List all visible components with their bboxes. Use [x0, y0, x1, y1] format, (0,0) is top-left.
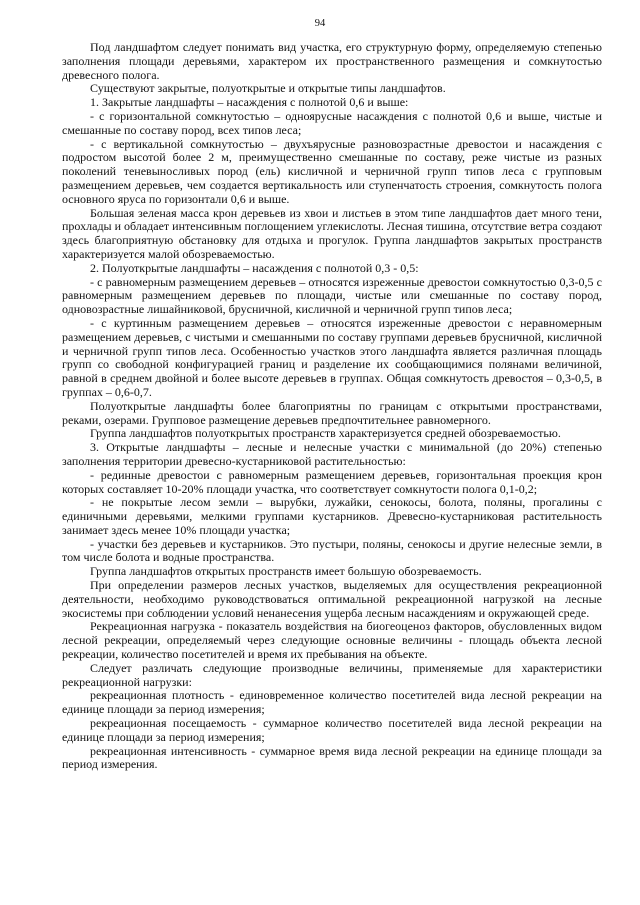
paragraph: - с равномерным размещением деревьев – относятся изреженные древостои сомкнутостью 0,3-0,5 с равномерным размещением деревьев по площади, чистые или смешанные по составу пород, одновозрастные лишайниковой, брусничной, кисличной и черничной групп типов леса;	[62, 274, 602, 317]
paragraph: - рединные древостои с равномерным размещением деревьев, горизонтальная проекция крон которых составляет 10-20% площади участка, что соответствует сомкнутости полога 0,1-0,2;	[62, 467, 602, 496]
page-body	[62, 41, 602, 772]
paragraph: Следует различать следующие производные величины, применяемые для характеристики рекреационной нагрузки:	[62, 660, 602, 689]
paragraph: - с вертикальной сомкнутостью – двухъярусные разновозрастные древостои и насаждения с подростом высотой более 2 м, преимущественно смешанные по составу, реже чистые из разных поколений теневыносливых пород (ель) кисличной и черничной групп типов леса с групповым размещением деревьев, чем создается вертикальность или ступенчатость строения, сомкнутость полога основного яруса по горизонтали 0,6 и выше.	[62, 136, 602, 206]
paragraph: рекреационная плотность - единовременное количество посетителей вида лесной рекреации на единице площади за период измерения;	[62, 688, 602, 717]
page-number: 94	[314, 18, 326, 29]
paragraph: - не покрытые лесом земли – вырубки, лужайки, сенокосы, болота, поляны, прогалины с единичными деревьями, мелкими группами кустарников. Древесно-кустарниковая растительность занимает здесь менее 10% площади участка;	[62, 495, 602, 537]
paragraph: Группа ландшафтов открытых пространств имеет большую обозреваемость.	[90, 564, 482, 579]
paragraph: 3. Открытые ландшафты – лесные и нелесные участки с минимальной (до 20%) степенью заполнения территории древесно-кустарниковой растительностью:	[62, 440, 602, 468]
paragraph: Под ландшафтом следует понимать вид участка, его структурную форму, определяемую степенью заполнения площади деревьями, характером их пространственного размещения и сомкнутостью древесного полога.	[62, 40, 602, 82]
paragraph: 2. Полуоткрытые ландшафты – насаждения с полнотой 0,3 - 0,5:	[90, 260, 419, 275]
paragraph: - с куртинным размещением деревьев – относятся изреженные древостои с неравномерным размещением деревьев, с чистыми и смешанными по составу группами деревьев брусничной, кисличной и черничной групп типов леса. Особенностью участков этого ландшафта является различная площадь групп со свободной конфигурацией границ и разделение их сообщающимися полянами величиной, равной в среднем двойной и более высоте деревьев в группах. Общая сомкнутость древостоя – 0,3-0,5, в группах – 0,6-0,7.	[62, 315, 602, 399]
paragraph: Большая зеленая масса крон деревьев из хвои и листьев в этом типе ландшафтов дает много тени, прохлады и обладает интенсивным поглощением углекислоты. Лесная тишина, отсутствие ветра создают здесь благоприятную обстановку для отдыха и прогулок. Группа ландшафтов закрытых пространств характеризуется малой обозреваемостью.	[62, 205, 602, 261]
paragraph: рекреационная интенсивность - суммарное время вида лесной рекреации на единице площади за период измерения.	[62, 743, 602, 772]
paragraph: Группа ландшафтов полуоткрытых пространств характеризуется средней обозреваемостью.	[90, 426, 561, 441]
paragraph: Полуоткрытые ландшафты более благоприятны по границам с открытыми пространствами, реками, озерами. Групповое размещение деревьев предпочтительнее равномерного.	[62, 398, 602, 427]
paragraph: Рекреационная нагрузка - показатель воздействия на биогеоценоз факторов, обусловленных видом лесной рекреации, определяемый через следующие основные величины - площадь объекта лесной рекреации, количество посетителей и время их пребывания на объекте.	[62, 619, 602, 662]
paragraph: - участки без деревьев и кустарников. Это пустыри, поляны, сенокосы и другие нелесные земли, в том числе болота и водные пространства.	[62, 536, 602, 565]
paragraph: 1. Закрытые ландшафты – насаждения с полнотой 0,6 и выше:	[90, 95, 409, 110]
paragraph: Существуют закрытые, полуоткрытые и открытые типы ландшафтов.	[90, 81, 446, 96]
paragraph: рекреационная посещаемость - суммарное количество посетителей вида лесной рекреации на единице площади за период измерения;	[62, 716, 602, 744]
paragraph: При определении размеров лесных участков, выделяемых для осуществления рекреационной деятельности, необходимо руководствоваться оптимальной рекреационной нагрузкой на лесные экосистемы при соблюдении условий ненанесения ущерба лесным насаждениям и окружающей среде.	[62, 578, 602, 620]
paragraph: - с горизонтальной сомкнутостью – одноярусные насаждения с полнотой 0,6 и выше, чистые и смешанные по составу пород, всех типов леса;	[62, 108, 602, 137]
